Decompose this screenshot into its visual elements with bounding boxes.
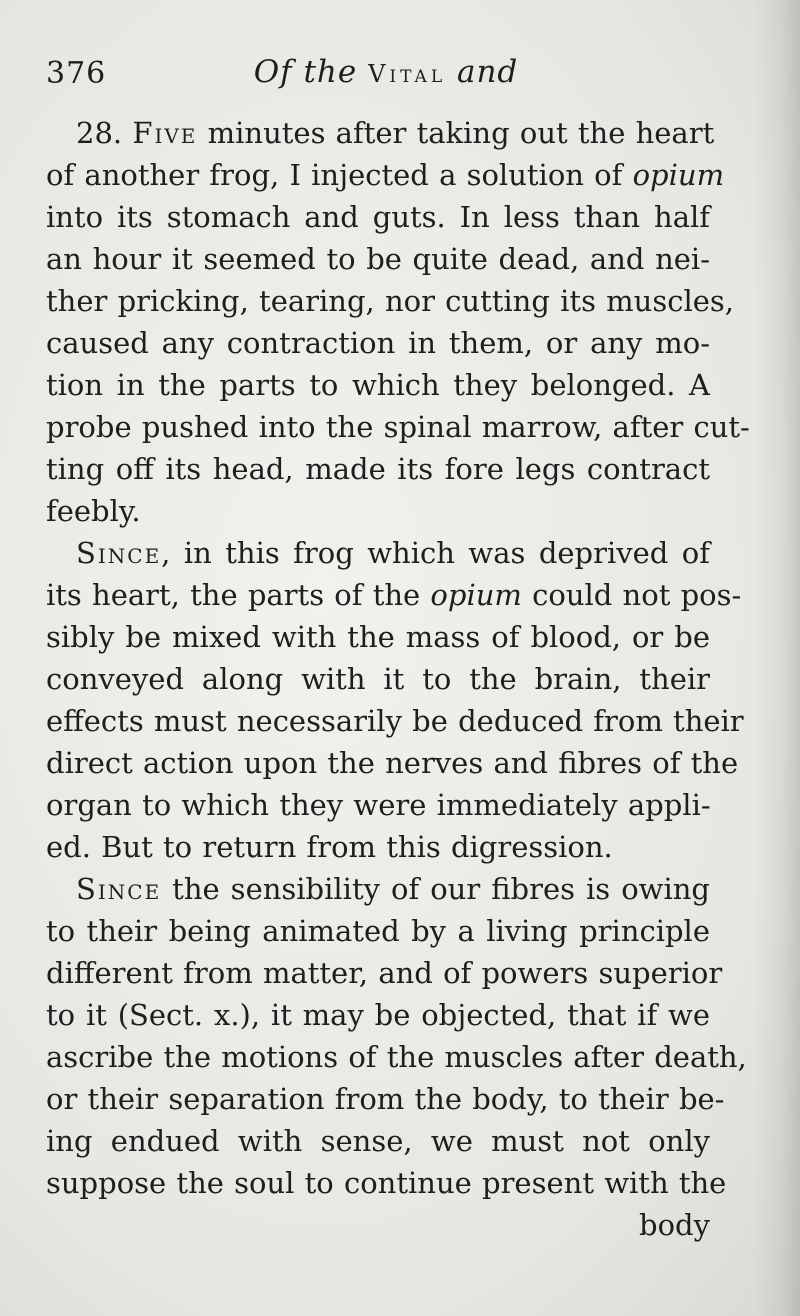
- text-line: tion in the parts to which they belonged. A: [46, 368, 710, 402]
- text-line: probe pushed into the spinal marrow, after cut-: [46, 410, 750, 444]
- text-line: Since, in this frog which was deprived of: [76, 536, 710, 570]
- running-header: [46, 48, 726, 98]
- text-line: caused any contraction in them, or any mo-: [46, 326, 710, 360]
- text-line: ascribe the motions of the muscles after death,: [46, 1040, 747, 1074]
- text-line: of another frog, I injected a solution of opium: [46, 158, 725, 192]
- text-line: its heart, the parts of the opium could not pos-: [46, 578, 742, 612]
- text-line: effects must necessarily be deduced from their: [46, 704, 744, 738]
- text-line: different from matter, and of powers superior: [46, 956, 723, 990]
- text-line: or their separation from the body, to their be-: [46, 1082, 725, 1116]
- text-line: ther pricking, tearing, nor cutting its muscles,: [46, 284, 735, 318]
- text-line: Since the sensibility of our fibres is owing: [76, 872, 710, 906]
- italic-term: opium: [632, 158, 725, 192]
- running-title-caps: Vital: [368, 60, 447, 88]
- section-number: 28.: [76, 116, 123, 150]
- italic-term: opium: [430, 578, 522, 612]
- paragraph: [46, 532, 744, 868]
- small-caps-lead: Five: [132, 116, 198, 150]
- text-line: suppose the soul to continue present with the: [46, 1166, 727, 1200]
- catchword: body: [639, 1208, 710, 1242]
- text-line: organ to which they were immediately appli-: [46, 788, 711, 822]
- small-caps-lead: Since: [76, 872, 162, 906]
- text-line: sibly be mixed with the mass of blood, or be: [46, 620, 710, 654]
- text-line: 28. Five minutes after taking out the heart: [76, 116, 715, 150]
- text-line: to their being animated by a living principle: [46, 914, 710, 948]
- paragraph: [46, 868, 747, 1204]
- body-text: [46, 112, 750, 1246]
- running-title: [46, 54, 726, 90]
- text-line: into its stomach and guts. In less than half: [46, 200, 710, 234]
- text-line: ing endued with sense, we must not only: [46, 1124, 710, 1158]
- paragraph: [46, 112, 750, 532]
- page-gutter-shadow: [754, 0, 800, 1316]
- text-line: feebly.: [46, 494, 141, 528]
- text-line: conveyed along with it to the brain, their: [46, 662, 710, 696]
- running-title-suffix: and: [456, 54, 519, 90]
- text-line: to it (Sect. x.), it may be objected, that if we: [46, 998, 710, 1032]
- page-number: 376: [46, 56, 107, 91]
- text-line: ting off its head, made its fore legs contract: [46, 452, 710, 486]
- text-line: ed. But to return from this digression.: [46, 830, 613, 864]
- text-line: direct action upon the nerves and fibres of the: [46, 746, 739, 780]
- running-title-prefix: Of the: [253, 54, 358, 90]
- small-caps-lead: Since: [76, 536, 162, 570]
- text-line: an hour it seemed to be quite dead, and nei-: [46, 242, 710, 276]
